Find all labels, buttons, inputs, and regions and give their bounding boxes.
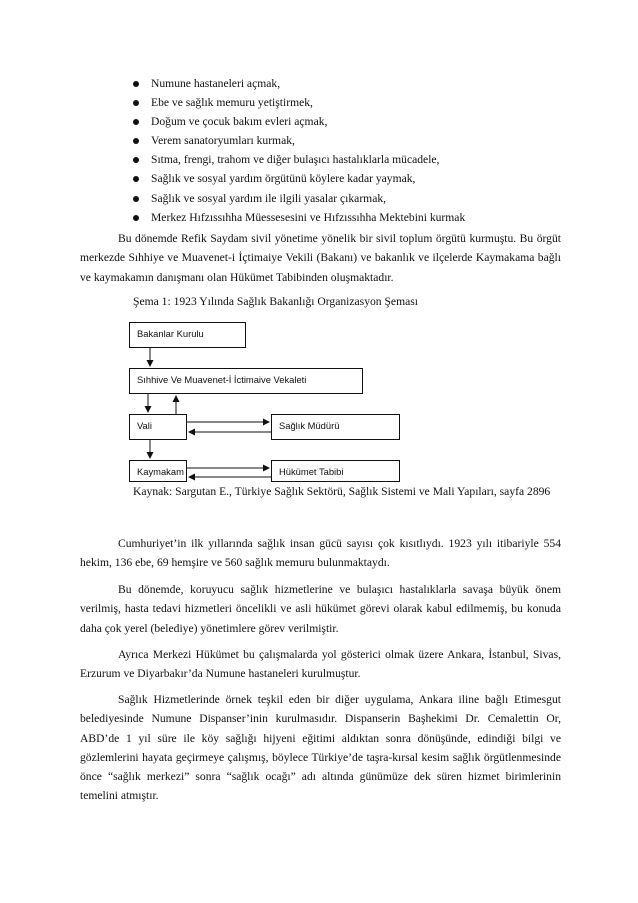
paragraph-etimesgut-dispensary: Sağlık Hizmetlerinde örnek teşkil eden bir diğer uygulama, Ankara iline bağlı Etimesgut belediyesinde Numune Dispanser’inin kurulmasıdır. Dispanserin Başhekimi Dr. Cemalettin Or, ABD’de 1 yıl süre ile köy sağlığı hijyeni eğitimi aldıktan sonra dönüşünde, edindiği bilgi ve gözlemlerini hayata geçirmeye çalışmış, böylece Türkiye’de taşra-kırsal kesim sağlık örgütlenmesinde önce “sağlık merkezi” sonra “sağlık ocağı” adı altında günümüze dek süren hizmet birimlerinin temelini atmıştır. [80, 693, 561, 803]
paragraph-preventive-services: Bu dönemde, koruyucu sağlık hizmetlerine ve bulaşıcı hastalıklarla savaşa büyük önem verilmiş, hasta tedavi hizmetleri öncelikli ve asli hükümet görevi olarak kabul edilmemiş, bu konuda daha çok yerel (belediye) yönetimlere görev verilmiştir. [80, 583, 561, 635]
box-kaymakam: Kaymakam [129, 460, 187, 482]
box-hukumet-tabibi: Hükümet Tabibi [271, 460, 400, 482]
list-item: Sıtma, frengi, trahom ve diğer bulaşıcı hastalıklarla mücadele, [133, 150, 465, 169]
list-item: Merkez Hıfzıssıhha Müessesesini ve Hıfzıssıhha Mektebini kurmak [133, 208, 465, 227]
paragraph-numune-hospitals: Ayrıca Merkezi Hükümet bu çalışmalarda yol gösterici olmak üzere Ankara, İstanbul, Sivas, Erzurum ve Diyarbakır’da Numune hastaneleri kurulmuştur. [80, 648, 561, 681]
bullet-icon [133, 138, 139, 144]
list-item: Numune hastaneleri açmak, [133, 74, 465, 93]
list-item: Sağlık ve sosyal yardım ile ilgili yasalar çıkarmak, [133, 189, 465, 208]
bullet-list [133, 74, 465, 227]
box-saglik-muduru: Sağlık Müdürü [271, 414, 400, 440]
bullet-icon [133, 176, 139, 182]
list-item: Verem sanatoryumları kurmak, [133, 131, 465, 150]
bullet-icon [133, 157, 139, 163]
list-item: Doğum ve çocuk bakım evleri açmak, [133, 112, 465, 131]
diagram-caption: Şema 1: 1923 Yılında Sağlık Bakanlığı Organizasyon Şeması [133, 295, 418, 308]
bullet-icon [133, 119, 139, 125]
list-item: Ebe ve sağlık memuru yetiştirmek, [133, 93, 465, 112]
bullet-icon [133, 100, 139, 106]
bullet-icon [133, 196, 139, 202]
list-item: Sağlık ve sosyal yardım örgütünü köylere kadar yaymak, [133, 169, 465, 188]
box-vali: Vali [129, 414, 187, 440]
diagram-source: Kaynak: Sargutan E., Türkiye Sağlık Sektörü, Sağlık Sistemi ve Mali Yapıları, sayfa 2896 [133, 485, 551, 498]
bullet-icon [133, 81, 139, 87]
bullet-icon [133, 215, 139, 221]
box-bakanlar-kurulu: Bakanlar Kurulu [129, 322, 246, 348]
box-sihhiye-vekaleti: Sıhhive Ve Muavenet-İ İctimaive Vekaleti [129, 368, 363, 394]
paragraph-refik-saydam: Bu dönemde Refik Saydam sivil yönetime yönelik bir sivil toplum örgütü kurmuştu. Bu örgüt merkezde Sıhhiye ve Muavenet-i İçtimaiye Vekili (Bakanı) ve bakanlık ve ilçelerde Kaymakama bağlı ve kaymakamın danışmanı olan Hükümet Tabibinden oluşmaktadır. [80, 232, 561, 284]
paragraph-health-workforce: Cumhuriyet’in ilk yıllarında sağlık insan gücü sayısı çok kısıtlıydı. 1923 yılı itibariyle 554 hekim, 136 ebe, 69 hemşire ve 560 sağlık memuru bulunmaktaydı. [80, 537, 561, 570]
